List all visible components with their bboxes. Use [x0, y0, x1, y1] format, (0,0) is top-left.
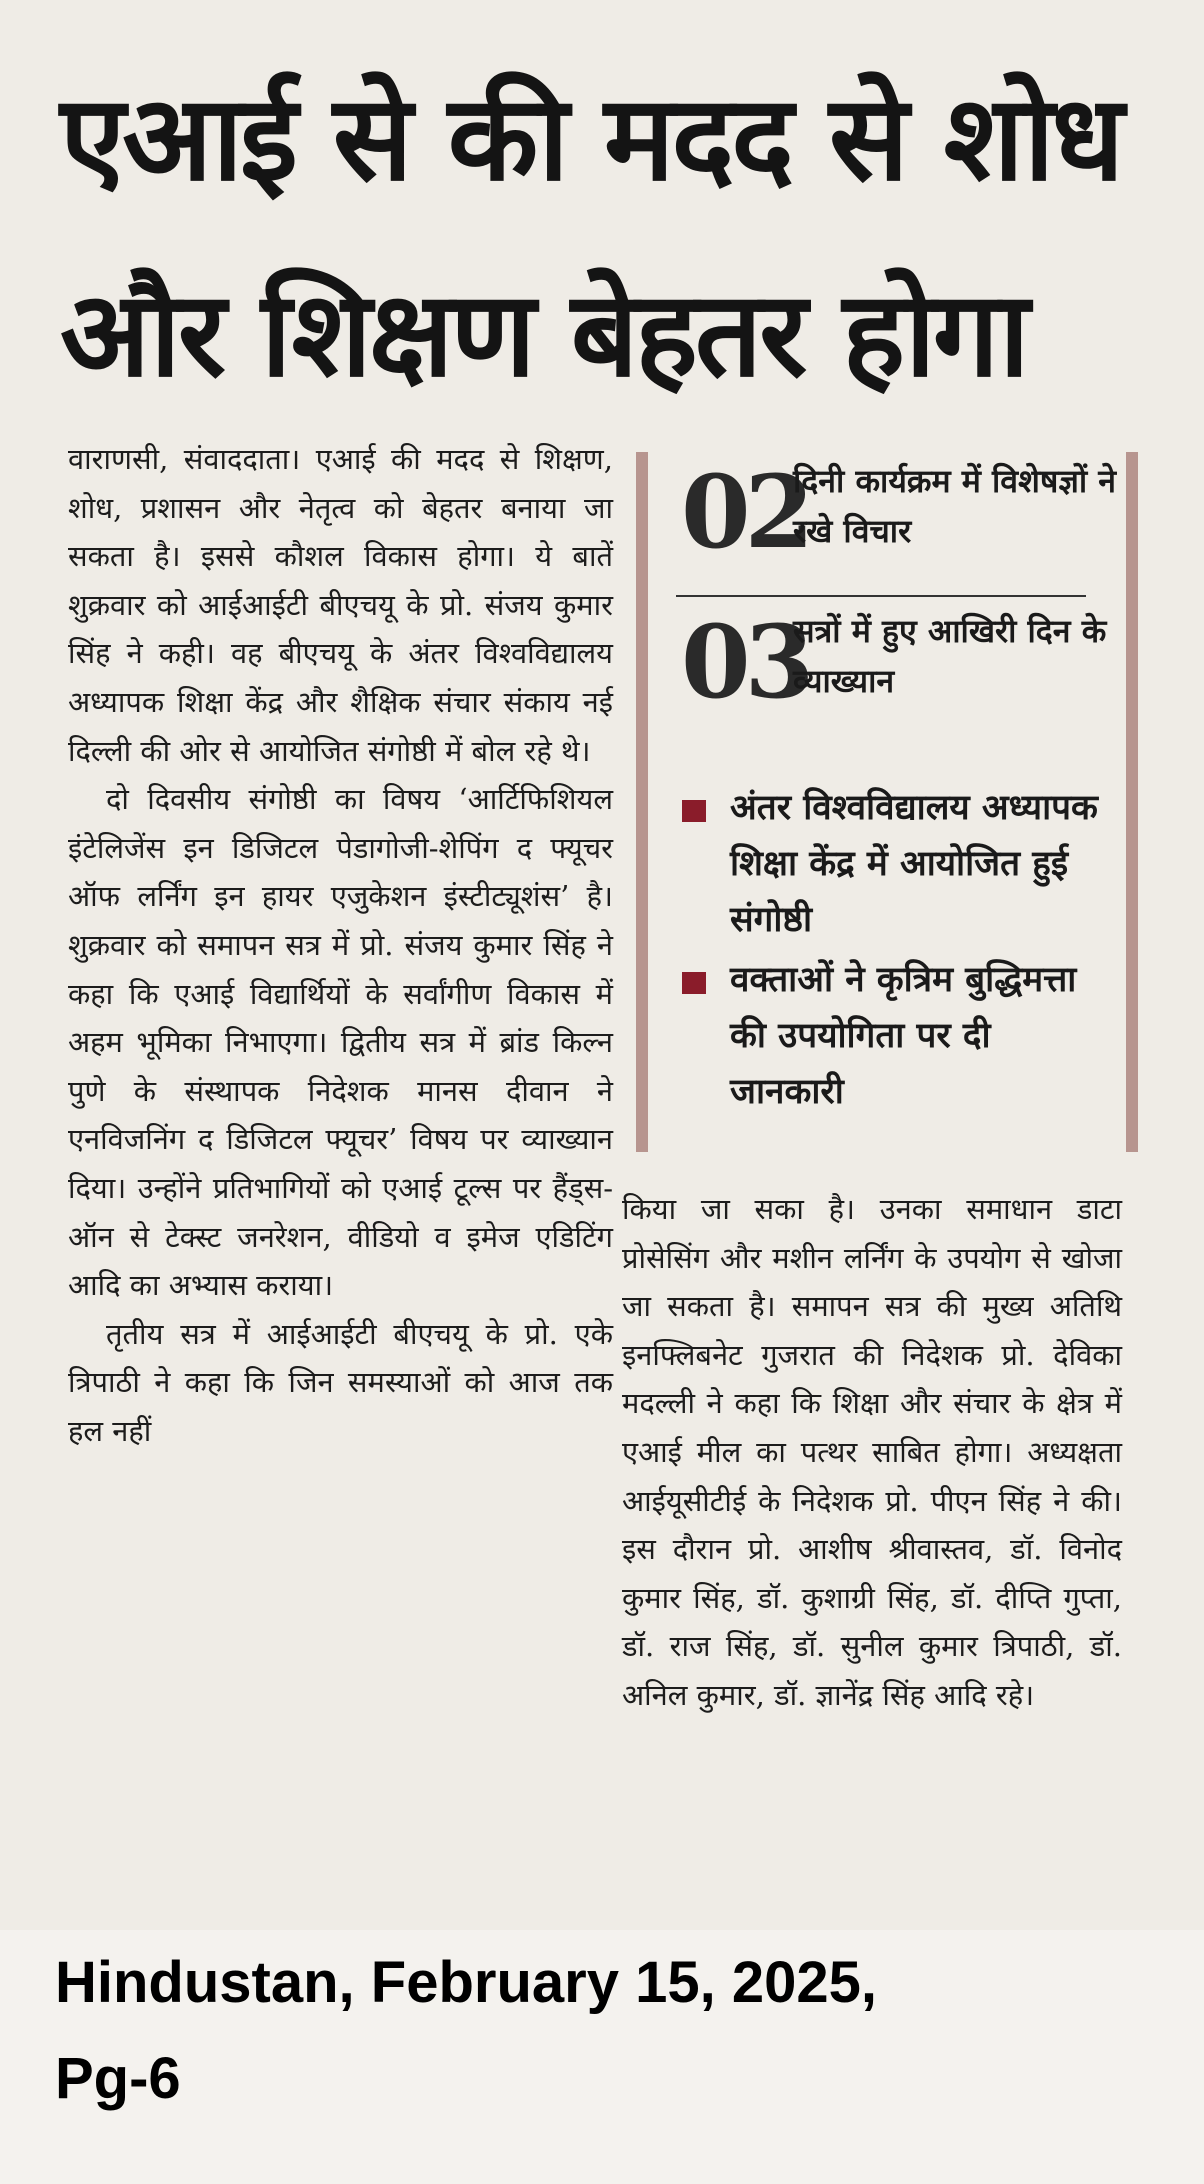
stat-divider [676, 595, 1086, 597]
caption-line-1: Hindustan, February 15, 2025, [55, 1950, 877, 2015]
article-paragraph-3: तृतीय सत्र में आईआईटी बीएचयू के प्रो. एके त्रिपाठी ने कहा कि जिन समस्याओं को आज तक हल नहीं [68, 1316, 613, 1448]
bullet-square-icon [682, 800, 706, 822]
stat-text: दिनी कार्यक्रम में विशेषज्ञों ने रखे विचार [793, 462, 1117, 550]
highlights-box [636, 452, 1138, 1160]
article-paragraph-1: वाराणसी, संवाददाता। एआई की मदद से शिक्षण, शोध, प्रशासन और नेतृत्व को बेहतर बनाया जा सकता है। इससे कौशल विकास होगा। ये बातें शुक्रवार को आईआईटी बीएचयू के प्रो. संजय कुमार सिंह ने कही। वह बीएचयू के अंतर विश्वविद्यालय अध्यापक शिक्षा केंद्र और शैक्षिक संचार संकाय नई दिल्ली की ओर से आयोजित संगोष्ठी में बोल रहे थे। [68, 442, 613, 768]
bullet-square-icon [682, 972, 706, 994]
article-column-left [68, 435, 613, 1455]
article-paragraph-3-continued: किया जा सका है। उनका समाधान डाटा प्रोसेसिंग और मशीन लर्निंग के उपयोग से खोजा जा सकता है। समापन सत्र की मुख्य अतिथि इनफ्लिबनेट गुजरात की निदेशक प्रो. देविका मदल्ली ने कहा कि शिक्षा और संचार के क्षेत्र में एआई मील का पत्थर साबित होगा। अध्यक्षता आईयूसीटीई के निदेशक प्रो. पीएन सिंह ने की। इस दौरान प्रो. आशीष श्रीवास्तव, डॉ. विनोद कुमार सिंह, डॉ. कुशाग्री सिंह, डॉ. दीप्ति गुप्ता, डॉ. राज सिंह, डॉ. सुनील कुमार त्रिपाठी, डॉ. अनिल कुमार, डॉ. ज्ञानेंद्र सिंह आदि रहे। [622, 1192, 1122, 1712]
headline-line-2: और शिक्षण बेहतर होगा [60, 265, 1027, 403]
article-column-right [622, 1185, 1122, 1720]
caption-line-2: Pg-6 [55, 2046, 181, 2111]
headline-line-1: एआई से की मदद से शोध [60, 69, 1122, 207]
stat-number: 02 [681, 453, 809, 571]
stat-days [681, 452, 1141, 572]
box-border-left [636, 452, 648, 1152]
stat-text: सत्रों में हुए आखिरी दिन के व्याख्यान [793, 612, 1107, 700]
bullet-item [676, 780, 1116, 948]
stat-number: 03 [681, 603, 809, 721]
bullet-text: वक्ताओं ने कृत्रिम बुद्धिमत्ता की उपयोगिता पर दी जानकारी [730, 960, 1077, 1112]
bullet-text: अंतर विश्वविद्यालय अध्यापक शिक्षा केंद्र में आयोजित हुई संगोष्ठी [730, 788, 1098, 940]
bullet-item [676, 952, 1116, 1120]
source-caption [55, 1935, 1175, 2127]
stat-sessions [681, 602, 1141, 722]
headline [60, 40, 1160, 432]
article-paragraph-2: दो दिवसीय संगोष्ठी का विषय ‘आर्टिफिशियल इंटेलिजेंस इन डिजिटल पेडागोजी-शेपिंग द फ्यूचर ऑफ लर्निंग इन हायर एजुकेशन इंस्टीट्यूशंस’ है। शुक्रवार को समापन सत्र में प्रो. संजय कुमार सिंह ने कहा कि एआई विद्यार्थियों के सर्वांगीण विकास में अहम भूमिका निभाएगा। द्वितीय सत्र में ब्रांड किल्न पुणे के संस्थापक निदेशक मानस दीवान ने एनविजनिंग द डिजिटल फ्यूचर’ विषय पर व्याख्यान दिया। उन्होंने प्रतिभागियों को एआई टूल्स पर हैंड्स-ऑन से टेक्स्ट जनरेशन, वीडियो व इमेज एडिटिंग आदि का अभ्यास कराया। [68, 782, 613, 1303]
highlight-bullets [676, 780, 1116, 1124]
